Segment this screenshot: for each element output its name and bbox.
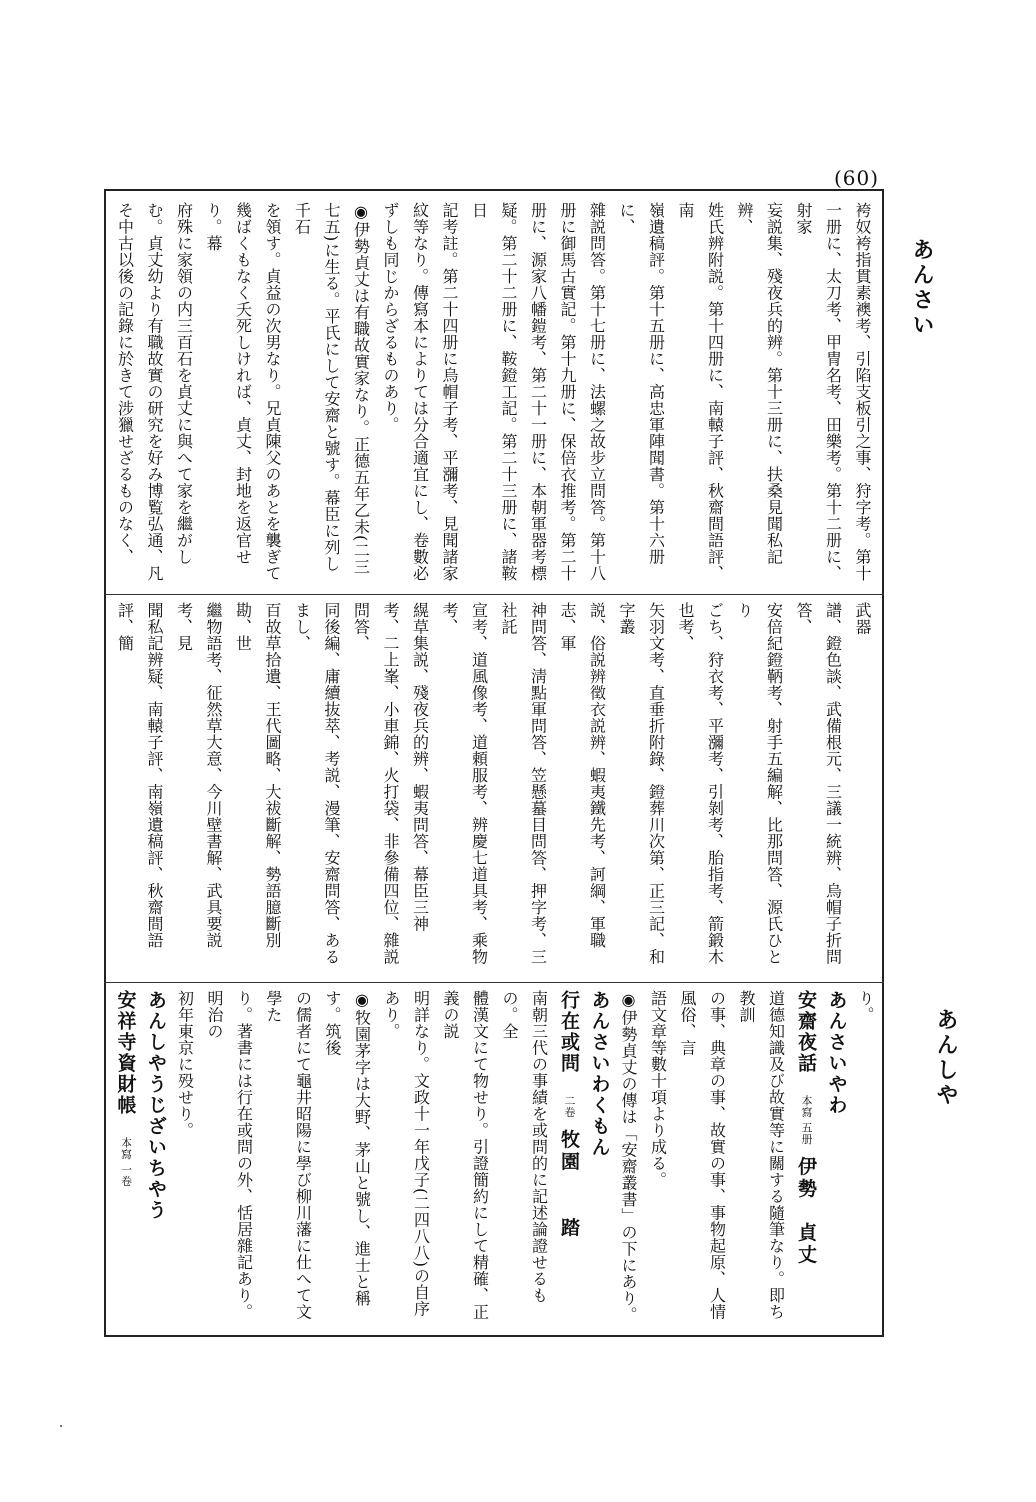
entry-reading-heading: あんさいやわ: [825, 990, 848, 1116]
text-column: 册に御馬古實記。第十九册に、保倍衣推考。第二十: [558, 202, 577, 582]
text-column: ◉伊勢貞丈は有職故實家なり。正德五年乙未(二三: [351, 202, 371, 575]
text-column: 姓氏辨附説。第十四册に、南轅子評、秋齋間語評、南: [676, 202, 725, 582]
text-column: 考、二上峯、小車錦、火打袋、非參備四位、雜説問答、: [351, 602, 400, 965]
text-column: 矢羽文考、直垂折附錄、鐙葬川次第、正三記、和字叢: [617, 602, 666, 965]
entry-text-column: 體漢文にて物せり。引證簡約にして精確、正義の説: [441, 990, 490, 1320]
band-divider-1: [104, 594, 884, 595]
entry-text-column: 明詳なり。文政十一年戊子(二四八八)の自序あり。: [382, 990, 431, 1317]
entry-author: 牧園 踏: [558, 1129, 580, 1240]
text-band-2: [110, 602, 878, 974]
text-column: 府殊に家領の内三百石を貞丈に與へて家を繼がし: [174, 202, 194, 565]
entry-text-column: 初年東京に殁せり。: [175, 990, 195, 1139]
entry-author: 伊勢 貞丈: [795, 1156, 817, 1267]
text-column: ごち、狩衣考、平瀰考、引剝考、胎指考、箭鍛木也考、: [676, 602, 725, 965]
band-divider-2: [104, 982, 884, 983]
text-column: 嶺遺稿評。第十五册に、高忠軍陣聞書。第十六册に、: [617, 202, 666, 565]
text-column: 武器: [853, 602, 872, 635]
running-header-right: あんさい: [909, 238, 934, 338]
text-column: ずしも同じからざるものあり。: [381, 202, 400, 433]
entry-title-line: [791, 990, 822, 1330]
text-column: 記考註。第二十四册に烏帽子考、平瀰考、見聞諸家: [440, 202, 459, 582]
text-column: 神問答、淸點軍問答、笠懸蟇目問答、押字考、三社託: [499, 602, 548, 965]
entry-text-column: の儒者にて龜井昭陽に學び柳川藩に仕へて文學た: [264, 990, 313, 1320]
text-column: 繼物語考、征然草大意、今川壁書解、武具要説考、見: [174, 602, 223, 949]
entry-volume: 本寫 五册: [800, 1095, 813, 1157]
text-column: 説、俗説辨徵衣説辨、蝦夷鐵先考、訶綱、軍職志、軍: [558, 602, 607, 949]
entry-text-column: の事、典章の事、故實の事、事物起原、人情風俗、言: [678, 990, 727, 1320]
text-column: 安倍紀鐙鞆考、射手五編解、比那問答、源氏ひとり: [735, 602, 784, 965]
text-column: 百故草拾遺、王代圖略、大祓斷解、勢語臆斷別勘、世: [233, 602, 282, 949]
text-column: 雜説問答。第十七册に、法螺之故步立問答。第十八: [587, 202, 607, 582]
text-column: 譜、鐙色談、武備根元、三議一統辨、烏帽子折問答、: [794, 602, 843, 965]
text-column: 七五)に生る。平氏にして安齋と號す。幕臣に列し千石: [292, 202, 341, 572]
entry-title: 行在或問: [558, 990, 580, 1095]
entry-text-column: り。: [856, 990, 875, 1023]
entry-reading-heading: あんしやうじざいちやう: [145, 990, 167, 1221]
text-column: 聞私記辨疑、南轅子評、南嶺遺稿評、秋齋間語評、簡: [115, 602, 164, 949]
entry-text-column: 南朝三代の事績を或問的に記述論證せるもの。全: [500, 990, 549, 1304]
page-number: (60): [834, 166, 880, 190]
entry-text-column: り。著書には行在或問の外、恬居雜記あり。明治の: [205, 990, 254, 1320]
text-column: 妄説集、殘夜兵的辨。第十三册に、扶桑見聞私記辨、: [735, 202, 784, 565]
text-band-3: [110, 990, 878, 1330]
text-column: そ中古以後の記錄に於きて涉獵せざるものなく、: [115, 202, 135, 565]
text-column: 幾ばくもなく夭死しければ、貞丈、封地を返官せり。幕: [204, 202, 253, 565]
text-column: 同後編、庸續抜萃、考説、漫筆、安齋問答、あるまし、: [292, 602, 341, 965]
running-header-left: あんしや: [933, 1008, 958, 1108]
entry-text-column: 道德知識及び故實等に關する隨筆なり。即ち教訓: [737, 990, 786, 1320]
text-column: 册に、源家八幡鎧考、第二十一册に、本朝軍器考標: [528, 202, 548, 582]
entry-volume: 二卷: [563, 1095, 576, 1130]
band-2-text: [110, 602, 878, 974]
entry-title-line: [554, 990, 585, 1330]
entry-text-column: 語文章等數十項より成る。: [648, 990, 668, 1188]
band-3-text: [110, 990, 878, 1330]
text-column: 袴奴袴指貫素襖考、引陷支板引之事、狩字考。第十: [853, 202, 872, 582]
entry-title-line: [110, 990, 141, 1330]
entry-volume: 本寫 一卷: [119, 1137, 133, 1199]
text-column: む。貞丈幼より有職故實の研究を好み博覧弘通、凡: [145, 202, 164, 582]
stray-mark: [60, 1425, 62, 1427]
text-column: 縨草集説、殘夜兵的辨、蝦夷問答、幕臣三神: [410, 602, 430, 932]
text-band-1: [110, 202, 878, 586]
entry-text-column: ◉牧園茅字は大野、茅山と號し、進士と稱す。筑後: [323, 990, 372, 1307]
text-column: 一册に、太刀考、甲冑名考、田樂考。第十二册に、射家: [794, 202, 843, 582]
text-column: 紋等なり。傳寫本によりては分合適宜にし、卷數必: [410, 202, 430, 582]
entry-title: 安祥寺資財帳: [114, 990, 137, 1137]
entry-reading-heading: あんさいわくもん: [588, 990, 611, 1158]
band-1-text: [110, 202, 878, 586]
entry-title: 安齋夜話: [795, 990, 817, 1095]
entry-text-column: ◉伊勢貞丈の傳は「安齋叢書」の下にあり。: [619, 990, 638, 1323]
text-column: [877, 202, 878, 586]
text-column: 宣考、道風像考、道頼服考、辨慶七道具考、乘物考、: [440, 602, 489, 965]
text-column: 疑。第二十二册に、鞍鐙工記。第二十三册に、諸鞍日: [469, 202, 518, 582]
text-column: を領す。貞益の次男なり。兄貞陳父のあとを襲ぎて: [263, 202, 282, 582]
